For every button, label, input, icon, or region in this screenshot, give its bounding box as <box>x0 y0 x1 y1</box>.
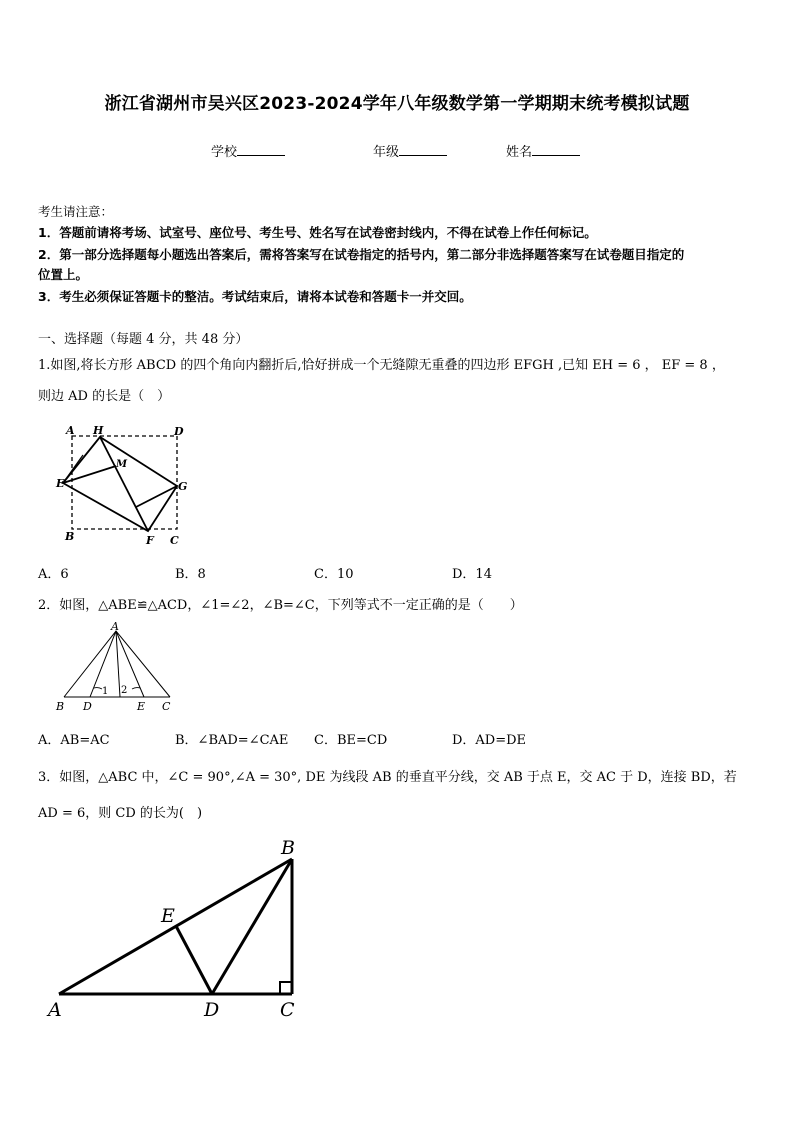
label-g: G <box>178 480 188 493</box>
label-e: E <box>161 905 175 927</box>
label-angle-2: 2 <box>121 685 128 696</box>
notice-heading: 考生请注意： <box>38 204 114 219</box>
label-b: B <box>56 700 65 713</box>
notice-item: 1．答题前请将考场、试室号、座位号、考生号、姓名写在试卷密封线内，不得在试卷上作任何标记。 <box>38 225 597 240</box>
angle-1-arc <box>94 688 102 689</box>
label-d: D <box>83 700 92 713</box>
q3-stem-line2: AD = 6，则 CD 的长为( ) <box>38 806 203 821</box>
label-angle-1: 1 <box>102 686 109 697</box>
label-c: C <box>170 534 179 547</box>
q1-option-c[interactable]: C．10 <box>314 567 354 582</box>
grade-blank[interactable] <box>399 143 447 156</box>
grade-label: 年级 <box>373 145 400 160</box>
grade-field[interactable] <box>373 141 447 160</box>
label-m: M <box>116 459 128 470</box>
label-h: H <box>93 424 104 437</box>
q1-figure <box>50 420 200 550</box>
label-e: E <box>137 700 146 713</box>
q1-stem-line1: 1.如图,将长方形 ABCD 的四个角向内翻折后,恰好拼成一个无缝隙无重叠的四边形 EFGH ,已知 EH = 6 ， EF = 8 ， <box>38 358 725 373</box>
right-angle-mark <box>280 982 292 994</box>
q2-option-b[interactable]: B．∠BAD=∠CAE <box>175 733 289 748</box>
quadrilateral-efgh <box>63 437 177 531</box>
label-e: E <box>56 477 65 490</box>
segment-de <box>176 926 212 994</box>
label-a: A <box>111 620 119 633</box>
school-field[interactable] <box>211 141 285 160</box>
name-blank[interactable] <box>532 143 580 156</box>
q1-option-b[interactable]: B．8 <box>175 567 206 582</box>
name-label: 姓名 <box>506 145 533 160</box>
page-title: 浙江省湖州市吴兴区2023-2024学年八年级数学第一学期期末统考模拟试题 <box>104 94 690 114</box>
q2-option-a[interactable]: A．AB=AC <box>38 733 110 748</box>
q2-figure <box>50 618 180 716</box>
q2-option-d[interactable]: D．AD=DE <box>452 733 527 748</box>
q3-figure <box>40 830 320 1025</box>
notice-item: 3．考生必须保证答题卡的整洁。考试结束后，请将本试卷和答题卡一并交回。 <box>38 289 472 304</box>
notice-item: 2．第一部分选择题每小题选出答案后，需将答案写在试卷指定的括号内，第二部分非选择题答案写在试卷题目指定的 <box>38 247 685 262</box>
angle-2-arc <box>132 688 140 689</box>
name-field[interactable] <box>506 141 580 160</box>
school-label: 学校 <box>211 145 238 160</box>
label-c: C <box>280 999 295 1021</box>
label-c: C <box>162 700 171 713</box>
segment-median <box>116 631 120 697</box>
label-a: A <box>48 999 62 1021</box>
label-d: D <box>204 999 220 1021</box>
q1-option-d[interactable]: D．14 <box>452 567 492 582</box>
school-blank[interactable] <box>237 143 285 156</box>
q3-stem-line1: 3．如图，△ABC 中，∠C = 90°,∠A = 30°, DE 为线段 AB 的垂直平分线，交 AB 于点 E，交 AC 于 D，连接 BD，若 <box>38 770 737 785</box>
label-d: D <box>174 425 184 438</box>
segment-bd <box>212 859 292 994</box>
q1-option-a[interactable]: A．6 <box>38 567 69 582</box>
q2-option-c[interactable]: C．BE=CD <box>314 733 388 748</box>
label-f: F <box>146 534 154 547</box>
q2-stem: 2．如图，△ABE≌△ACD，∠1=∠2，∠B=∠C，下列等式不一定正确的是（ ） <box>38 598 523 613</box>
notice-item: 位置上。 <box>38 267 89 282</box>
segment-e-fold <box>63 455 83 483</box>
rectangle-abcd <box>72 436 177 529</box>
label-b: B <box>281 837 295 859</box>
label-a: A <box>66 424 75 437</box>
label-b: B <box>65 530 75 543</box>
q1-stem-line2: 则边 AD 的长是（ ） <box>38 389 171 404</box>
section-heading: 一、选择题（每题 4 分，共 48 分） <box>38 332 249 347</box>
